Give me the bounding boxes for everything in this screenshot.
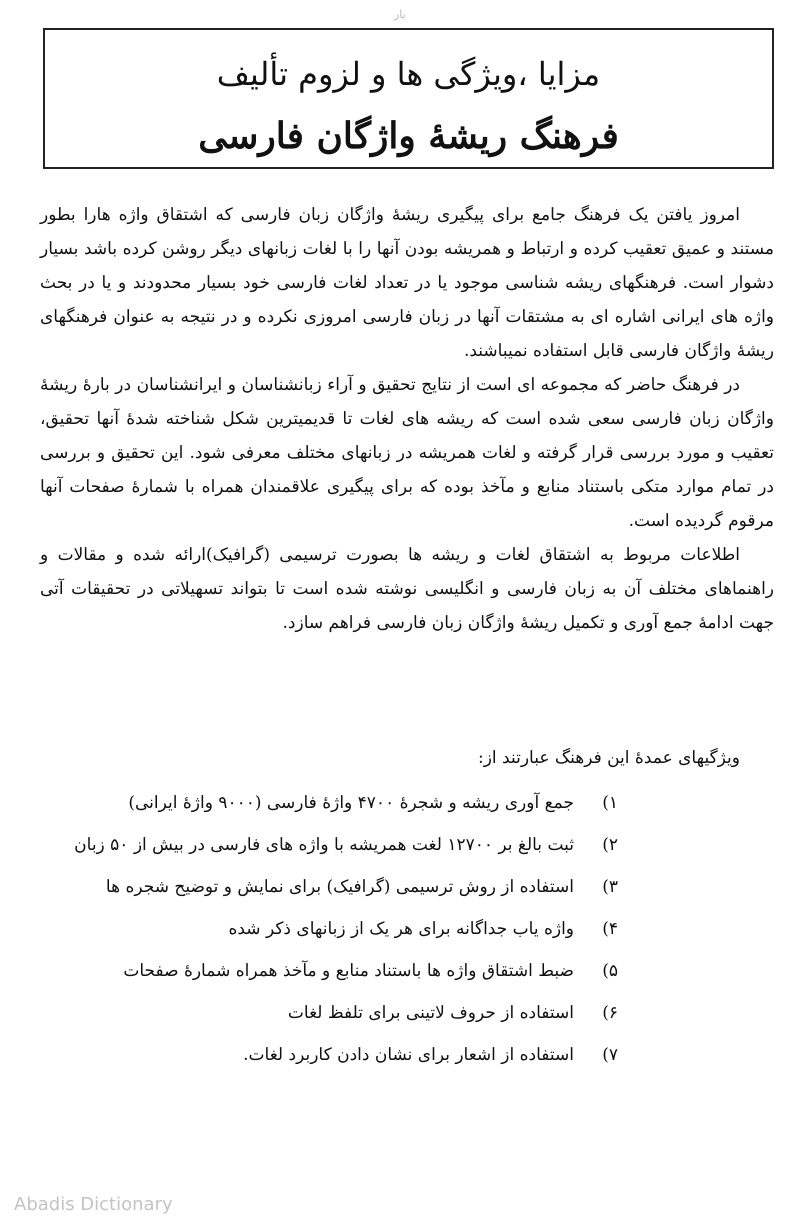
feature-number: ۴) [602,919,618,939]
feature-number: ۵) [602,961,618,981]
feature-item [58,870,618,912]
feature-item [58,786,618,828]
body-text [40,198,774,640]
feature-list [58,786,618,1080]
feature-number: ۶) [602,1003,618,1023]
feature-number: ۳) [602,877,618,897]
feature-item [58,954,618,996]
feature-item [58,828,618,870]
feature-number: ۲) [602,835,618,855]
feature-text: ضبط اشتقاق واژه ها باستناد منابع و مآخذ همراه شمارهٔ صفحات [123,961,574,981]
feature-item [58,912,618,954]
features-intro: ویژگیهای عمدهٔ این فرهنگ عبارتند از: [477,748,740,768]
feature-number: ۱) [602,793,618,813]
watermark: Abadis Dictionary [14,1194,173,1215]
paragraph: در فرهنگ حاضر که مجموعه ای است از نتایج تحقیق و آراء زبانشناسان و ایرانشناسان در بارهٔ ریشهٔ واژگان زبان فارسی سعی شده است که ریشه های لغات تا قدیمیترین شکل شناخته شدهٔ آنها تحقیق، تعقیب و مورد بررسی قرار گرفته و لغات همریشه در زبانهای مختلف معرفی شود. این تحقیق و بررسی در تمام موارد متکی باستناد منابع و مآخذ بوده که برای پیگیری علاقمندان همراه با شمارهٔ صفحات آنها مرقوم گردیده است. [40,375,774,531]
feature-item [58,996,618,1038]
feature-text: واژه یاب جداگانه برای هر یک از زبانهای ذکر شده [228,919,574,939]
feature-item [58,1038,618,1080]
paragraph: امروز یافتن یک فرهنگ جامع برای پیگیری ریشهٔ واژگان زبان فارسی که اشتقاق واژه هارا بطور مستند و عمیق تعقیب کرده و ارتباط و همریشه بودن آنها را با لغات زبانهای دیگر روشن کرده باشد بسیار دشوار است. فرهنگهای ریشه شناسی موجود یا در تعداد لغات فارسی خود بسیار محدودند و یا در بحث واژه های ایرانی اشاره ای به مشتقات آنها در زبان فارسی امروزی نکرده و در نتیجه به عنوان فرهنگهای ریشهٔ واژگان فارسی قابل استفاده نمیباشند. [40,205,774,361]
feature-number: ۷) [602,1045,618,1065]
title-line-1: مزایا ،ویژگی ها و لزوم تألیف [216,55,601,93]
feature-text: استفاده از روش ترسیمی (گرافیک) برای نمایش و توضیح شجره ها [105,877,574,897]
feature-text: استفاده از حروف لاتینی برای تلفظ لغات [287,1003,574,1023]
title-box [43,28,774,169]
page-mark: بار [394,8,406,21]
feature-text: استفاده از اشعار برای نشان دادن کاربرد لغات. [243,1045,574,1065]
feature-text: جمع آوری ریشه و شجرهٔ ۴۷۰۰ واژهٔ فارسی (۹۰۰۰ واژهٔ ایرانی) [128,793,574,813]
title-line-2: فرهنگ ریشهٔ واژگان فارسی [198,115,619,157]
feature-text: ثبت بالغ بر ۱۲۷۰۰ لغت همریشه با واژه های فارسی در بیش از ۵۰ زبان [74,835,574,855]
paragraph: اطلاعات مربوط به اشتقاق لغات و ریشه ها بصورت ترسیمی (گرافیک)ارائه شده و مقالات و راهنماهای مختلف آن به زبان فارسی و انگلیسی نوشته شده است تا بتواند تسهیلاتی در تحقیقات آتی جهت ادامهٔ جمع آوری و تکمیل ریشهٔ واژگان زبان فارسی فراهم سازد. [40,545,774,633]
